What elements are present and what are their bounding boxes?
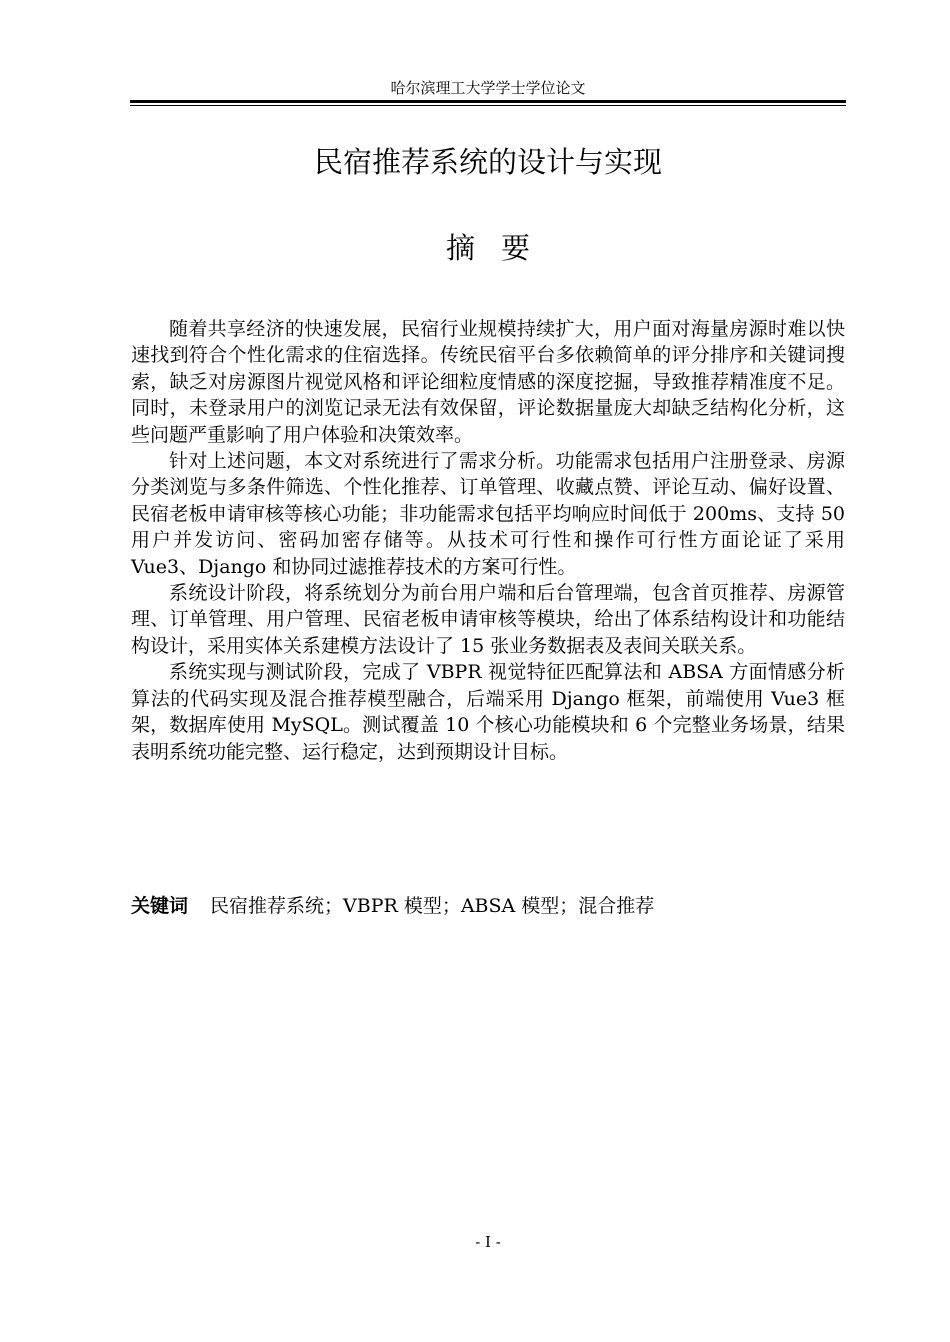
- abstract-paragraph-3: 系统设计阶段，将系统划分为前台用户端和后台管理端，包含首页推荐、房源管理、订单管理、用户管理、民宿老板申请审核等模块，给出了体系结构设计和功能结构设计，采用实体关系建模方法设计了 15 张业务数据表及表间关联关系。: [131, 582, 845, 657]
- keywords-line: [131, 892, 845, 920]
- abstract-paragraph-4: 系统实现与测试阶段，完成了 VBPR 视觉特征匹配算法和 ABSA 方面情感分析算法的代码实现及混合推荐模型融合，后端采用 Django 框架，前端使用 Vue3 框架，数据库使用 MySQL。测试覆盖 10 个核心功能模块和 6 个完整业务场景，结果表明系统功能完整、运行稳定，达到预期设计目标。: [131, 661, 845, 763]
- abstract-paragraph-1: 随着共享经济的快速发展，民宿行业规模持续扩大，用户面对海量房源时难以快速找到符合个性化需求的住宿选择。传统民宿平台多依赖简单的评分排序和关键词搜索，缺乏对房源图片视觉风格和评论细粒度情感的深度挖掘，导致推荐精准度不足。同时，未登录用户的浏览记录无法有效保留，评论数据量庞大却缺乏结构化分析，这些问题严重影响了用户体验和决策效率。: [131, 318, 845, 446]
- keywords-label: 关键词: [131, 895, 189, 917]
- page-number: - I -: [475, 1233, 501, 1251]
- abstract-paragraph-2: 针对上述问题，本文对系统进行了需求分析。功能需求包括用户注册登录、房源分类浏览与多条件筛选、个性化推荐、订单管理、收藏点赞、评论互动、偏好设置、民宿老板申请审核等核心功能；非功能需求包括平均响应时间低于 200ms、支持 50 用户并发访问、密码加密存储等。从技术可行性和操作可行性方面论证了采用 Vue3、Django 和协同过滤推荐技术的方案可行性。: [131, 450, 845, 578]
- page-header: 哈尔滨理工大学学士学位论文: [390, 79, 586, 97]
- keywords-text: 民宿推荐系统；VBPR 模型；ABSA 模型；混合推荐: [210, 895, 655, 917]
- header-rule-thin: [130, 105, 846, 106]
- abstract-heading: 摘要: [445, 231, 556, 265]
- header-rule-thick: [130, 100, 846, 103]
- thesis-title: 民宿推荐系统的设计与实现: [313, 145, 662, 179]
- abstract-body: [131, 316, 845, 765]
